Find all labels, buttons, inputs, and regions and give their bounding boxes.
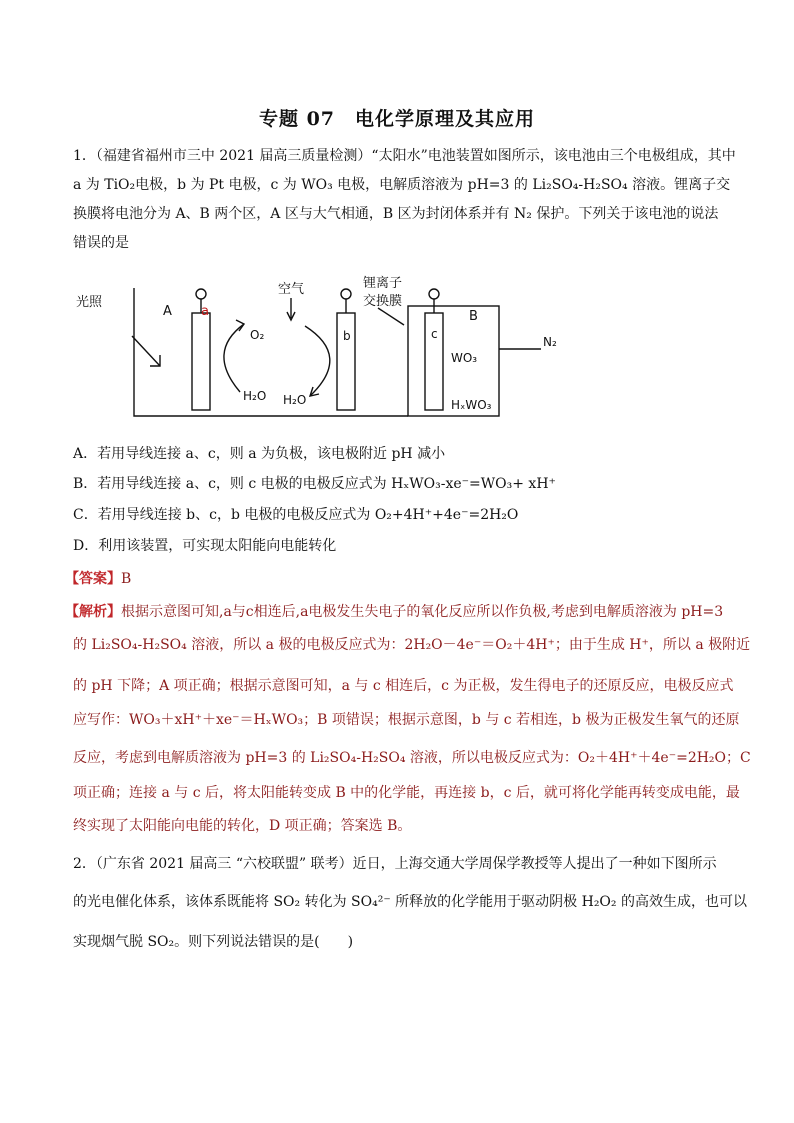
label-light: 光照 xyxy=(76,295,103,310)
q1-stem-line-3: 换膜将电池分为 A、B 两个区，A 区与大气相通，B 区为封闭体系并有 N₂ 保护。下列关于该电池的说法 xyxy=(73,206,719,222)
q2-stem-line-3: 实现烟气脱 SO₂。则下列说法错误的是( ) xyxy=(73,934,354,950)
q1-analysis-line-2: 的 Li₂SO₄-H₂SO₄ 溶液，所以 a 极的电极反应式为：2H₂O－4e⁻＝O₂＋4H⁺；由于生成 H⁺，所以 a 极附近 xyxy=(73,637,751,653)
q1-analysis-line-6: 项正确；连接 a 与 c 后，将太阳能转变成 B 中的化学能，再连接 b，c 后，就可将化学能再转变成电能，最 xyxy=(73,785,740,801)
q2-stem-line-2: 的光电催化体系，该体系既能将 SO₂ 转化为 SO₄²⁻ 所释放的化学能用于驱动阴极 H₂O₂ 的高效生成，也可以 xyxy=(73,894,747,910)
q1-analysis-line-4: 应写作：WO₃＋xH⁺＋xe⁻＝HₓWO₃；B 项错误；根据示意图，b 与 c 若相连，b 极为正极发生氧气的还原 xyxy=(73,712,740,728)
analysis-text-1: 根据示意图可知,a与c相连后,a电极发生失电子的氧化反应所以作负极,考虑到电解质溶液为 pH=3 xyxy=(121,604,724,620)
q1-option-a: A．若用导线连接 a、c，则 a 为负极，该电极附近 pH 减小 xyxy=(73,446,446,462)
label-h2o-1: H₂O xyxy=(243,389,267,403)
curve-arrow-a xyxy=(224,324,244,392)
answer-value: B xyxy=(121,571,132,587)
electrode-b xyxy=(337,313,355,410)
label-electrode-c: c xyxy=(431,327,438,341)
membrane-pointer xyxy=(378,308,404,325)
q1-option-d: D．利用该装置，可实现太阳能向电能转化 xyxy=(73,538,337,554)
label-region-b: B xyxy=(469,309,478,324)
label-region-a: A xyxy=(163,304,172,319)
q1-analysis-line-3: 的 pH 下降；A 项正确；根据示意图可知，a 与 c 相连后，c 为正极，发生得电子的还原反应，电极反应式 xyxy=(73,678,734,694)
q1-analysis-line-1 xyxy=(65,601,723,621)
label-n2: N₂ xyxy=(543,335,557,349)
q1-stem-line-2: a 为 TiO₂电极，b 为 Pt 电极，c 为 WO₃ 电极，电解质溶液为 pH=3 的 Li₂SO₄-H₂SO₄ 溶液。锂离子交 xyxy=(73,177,731,193)
q1-stem-line-4: 错误的是 xyxy=(73,235,129,251)
light-arrow xyxy=(132,336,160,366)
label-wo3: WO₃ xyxy=(451,351,478,365)
answer-tag: 【答案】 xyxy=(65,571,121,587)
label-h2o-2: H₂O xyxy=(283,393,307,407)
label-membrane-1: 锂离子 xyxy=(363,276,403,291)
analysis-tag: 【解析】 xyxy=(65,604,121,620)
q1-stem-line-1: 1．（福建省福州市三中 2021 届高三质量检测）“太阳水”电池装置如图所示，该电池由三个电极组成，其中 xyxy=(73,148,736,164)
q1-analysis-line-5: 反应，考虑到电解质溶液为 pH=3 的 Li₂SO₄-H₂SO₄ 溶液，所以电极反应式为：O₂＋4H⁺＋4e⁻=2H₂O；C xyxy=(73,750,751,766)
label-membrane-2: 交换膜 xyxy=(363,294,403,309)
page-title: 专题 07 电化学原理及其应用 xyxy=(258,108,536,130)
q2-stem-line-1: 2．（广东省 2021 届高三 “六校联盟” 联考）近日，上海交通大学周保学教授等人提出了一种如下图所示 xyxy=(73,856,717,872)
label-electrode-a: a xyxy=(201,304,209,319)
label-air: 空气 xyxy=(278,282,305,297)
q1-option-b: B．若用导线连接 a、c，则 c 电极的电极反应式为 HₓWO₃-xe⁻=WO₃+ xH⁺ xyxy=(73,476,556,492)
q1-analysis-line-7: 终实现了太阳能向电能的转化，D 项正确；答案选 B。 xyxy=(73,818,412,834)
label-o2: O₂ xyxy=(250,328,265,342)
label-electrode-b: b xyxy=(343,329,351,343)
q1-option-c: C．若用导线连接 b、c，b 电极的电极反应式为 O₂+4H⁺+4e⁻=2H₂O xyxy=(73,507,519,523)
label-hxwo3: HₓWO₃ xyxy=(451,398,492,412)
electrode-a xyxy=(192,313,210,410)
curve-arrow-b xyxy=(305,326,330,396)
q1-answer xyxy=(65,568,131,588)
